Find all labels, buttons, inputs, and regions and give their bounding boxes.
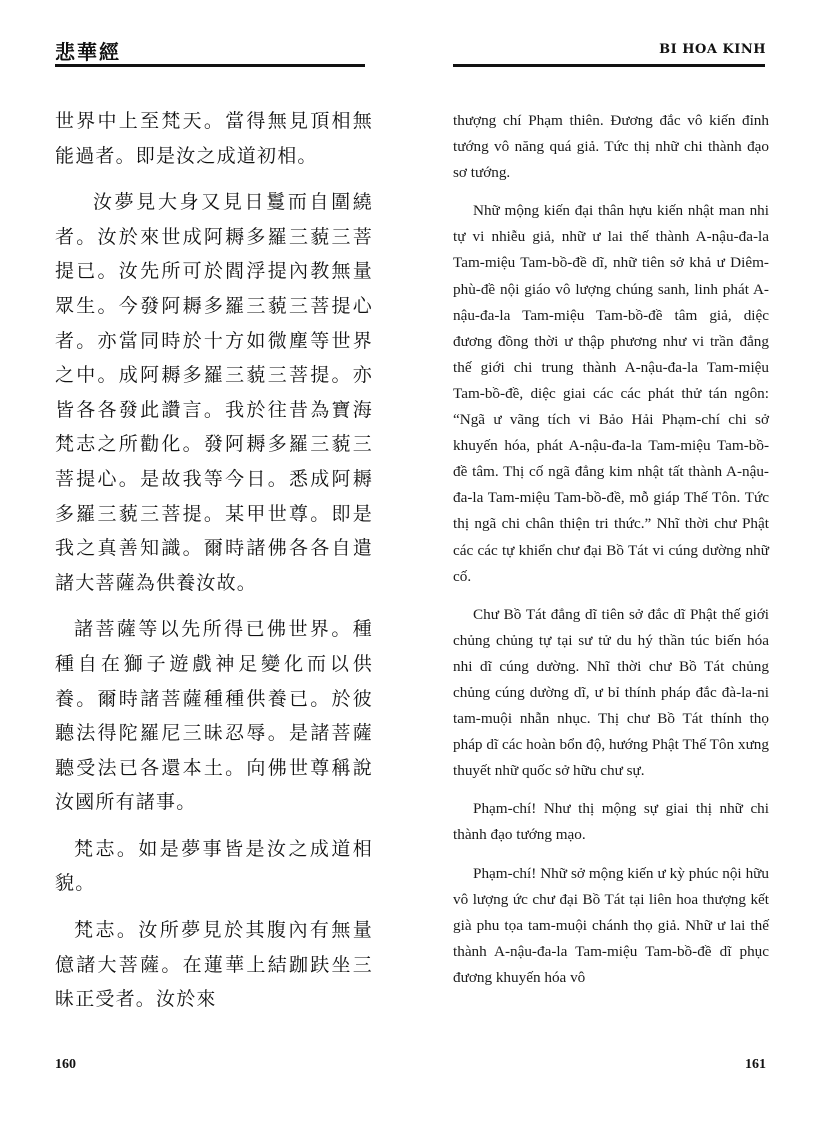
right-header-rule xyxy=(453,64,765,67)
vn-paragraph-5: Phạm-chí! Nhữ sở mộng kiến ư kỳ phúc nội hữu vô lượng ức chư đại Bồ Tát tại liên hoa thượng kết già phu tọa tam-muội chánh thọ giả. Nhữ ư lai thế thành A-nậu-đa-la Tam-miệu Tam-bồ-đề dĩ phục đương khuyến hóa vô xyxy=(453,864,769,986)
left-header-rule xyxy=(55,64,365,67)
left-page-number: 160 xyxy=(55,1057,76,1072)
vn-paragraph-2: Nhữ mộng kiến đại thân hựu kiến nhật man nhi tự vi nhiễu giả, nhữ ư lai thế thành A-nậu-đa-la Tam-miệu Tam-bồ-đề dĩ, nhữ tiên sở khả ư Diêm-phù-đề nội giáo vô lượng chúng sanh, linh phát A-nậu-đa-la Tam-miệu Tam-bồ-đề tâm giả, diệc đương đồng thời ư thập phương như vi trần đẳng thế giới chi trung thành A-nậu-đa-la Tam-miệu Tam-bồ-đề, diệc giai các các phát thử tán ngôn: “Ngã ư vãng tích vi Bảo Hải Phạm-chí chi sở khuyến hóa, phát A-nậu-đa-la Tam-miệu Tam-bồ-đề tâm. Thị cố ngã đẳng kim nhật tất thành A-nậu-đa-la Tam-miệu Tam-bồ-đề, mỗ giáp Thế Tôn. Tức thị ngã chi chân thiện tri thức.” Nhĩ thời chư Phật các các tự khiển chư đại Bồ Tát vi cúng dường nhữ cố. xyxy=(453,202,769,585)
vn-paragraph-4: Phạm-chí! Như thị mộng sự giai thị nhữ chi thành đạo tướng mạo. xyxy=(453,800,769,844)
chinese-text-body xyxy=(55,104,373,1029)
cn-paragraph-1: 世界中上至梵天。當得無見頂相無能過者。即是汝之成道初相。 xyxy=(55,110,373,167)
cn-paragraph-4: 梵志。如是夢事皆是汝之成道相貌。 xyxy=(55,837,373,895)
vietnamese-text-body xyxy=(453,108,769,1003)
vn-paragraph-3: Chư Bồ Tát đẳng dĩ tiên sở đắc dĩ Phật thế giới chủng chủng tự tại sư tử du hý thần túc biến hóa nhi dĩ cúng dường. Nhĩ thời chư Bồ Tát chủng chủng cúng dường dĩ, ư bỉ thính pháp đắc đà-la-ni tam-muội nhẫn nhục. Thị chư Bồ Tát thính thọ pháp dĩ các hoàn bổn độ, hướng Phật Thế Tôn xưng thuyết nhữ quốc sở hữu chư sự. xyxy=(453,605,769,780)
cn-paragraph-2: 汝夢見大身又見日鬘而自圍繞者。汝於來世成阿耨多羅三藐三菩提已。汝先所可於閻浮提內教無量眾生。今發阿耨多羅三藐三菩提心者。亦當同時於十方如微塵等世界之中。成阿耨多羅三藐三菩提。亦皆各各發此讚言。我於往昔為寶海梵志之所勸化。發阿耨多羅三藐三菩提心。是故我等今日。悉成阿耨多羅三藐三菩提。某甲世尊。即是我之真善知識。爾時諸佛各各自遣諸大菩薩為供養汝故。 xyxy=(55,191,373,594)
left-header-title: 悲華經 xyxy=(55,40,121,64)
vn-paragraph-1: thượng chí Phạm thiên. Đương đắc vô kiến đỉnh tướng vô năng quá giả. Tức thị nhữ chi thành đạo sơ tướng. xyxy=(453,112,769,182)
cn-paragraph-3: 諸菩薩等以先所得已佛世界。種種自在獅子遊戲神足變化而以供養。爾時諸菩薩種種供養已。於彼聽法得陀羅尼三昧忍辱。是諸菩薩聽受法已各還本土。向佛世尊稱說汝國所有諸事。 xyxy=(55,618,373,814)
cn-paragraph-5: 梵志。汝所夢見於其腹內有無量億諸大菩薩。在蓮華上結跏趺坐三昧正受者。汝於來 xyxy=(55,919,373,1011)
right-page-number: 161 xyxy=(745,1057,766,1072)
right-header-title: BI HOA KINH xyxy=(659,42,766,57)
right-page xyxy=(408,0,816,1123)
